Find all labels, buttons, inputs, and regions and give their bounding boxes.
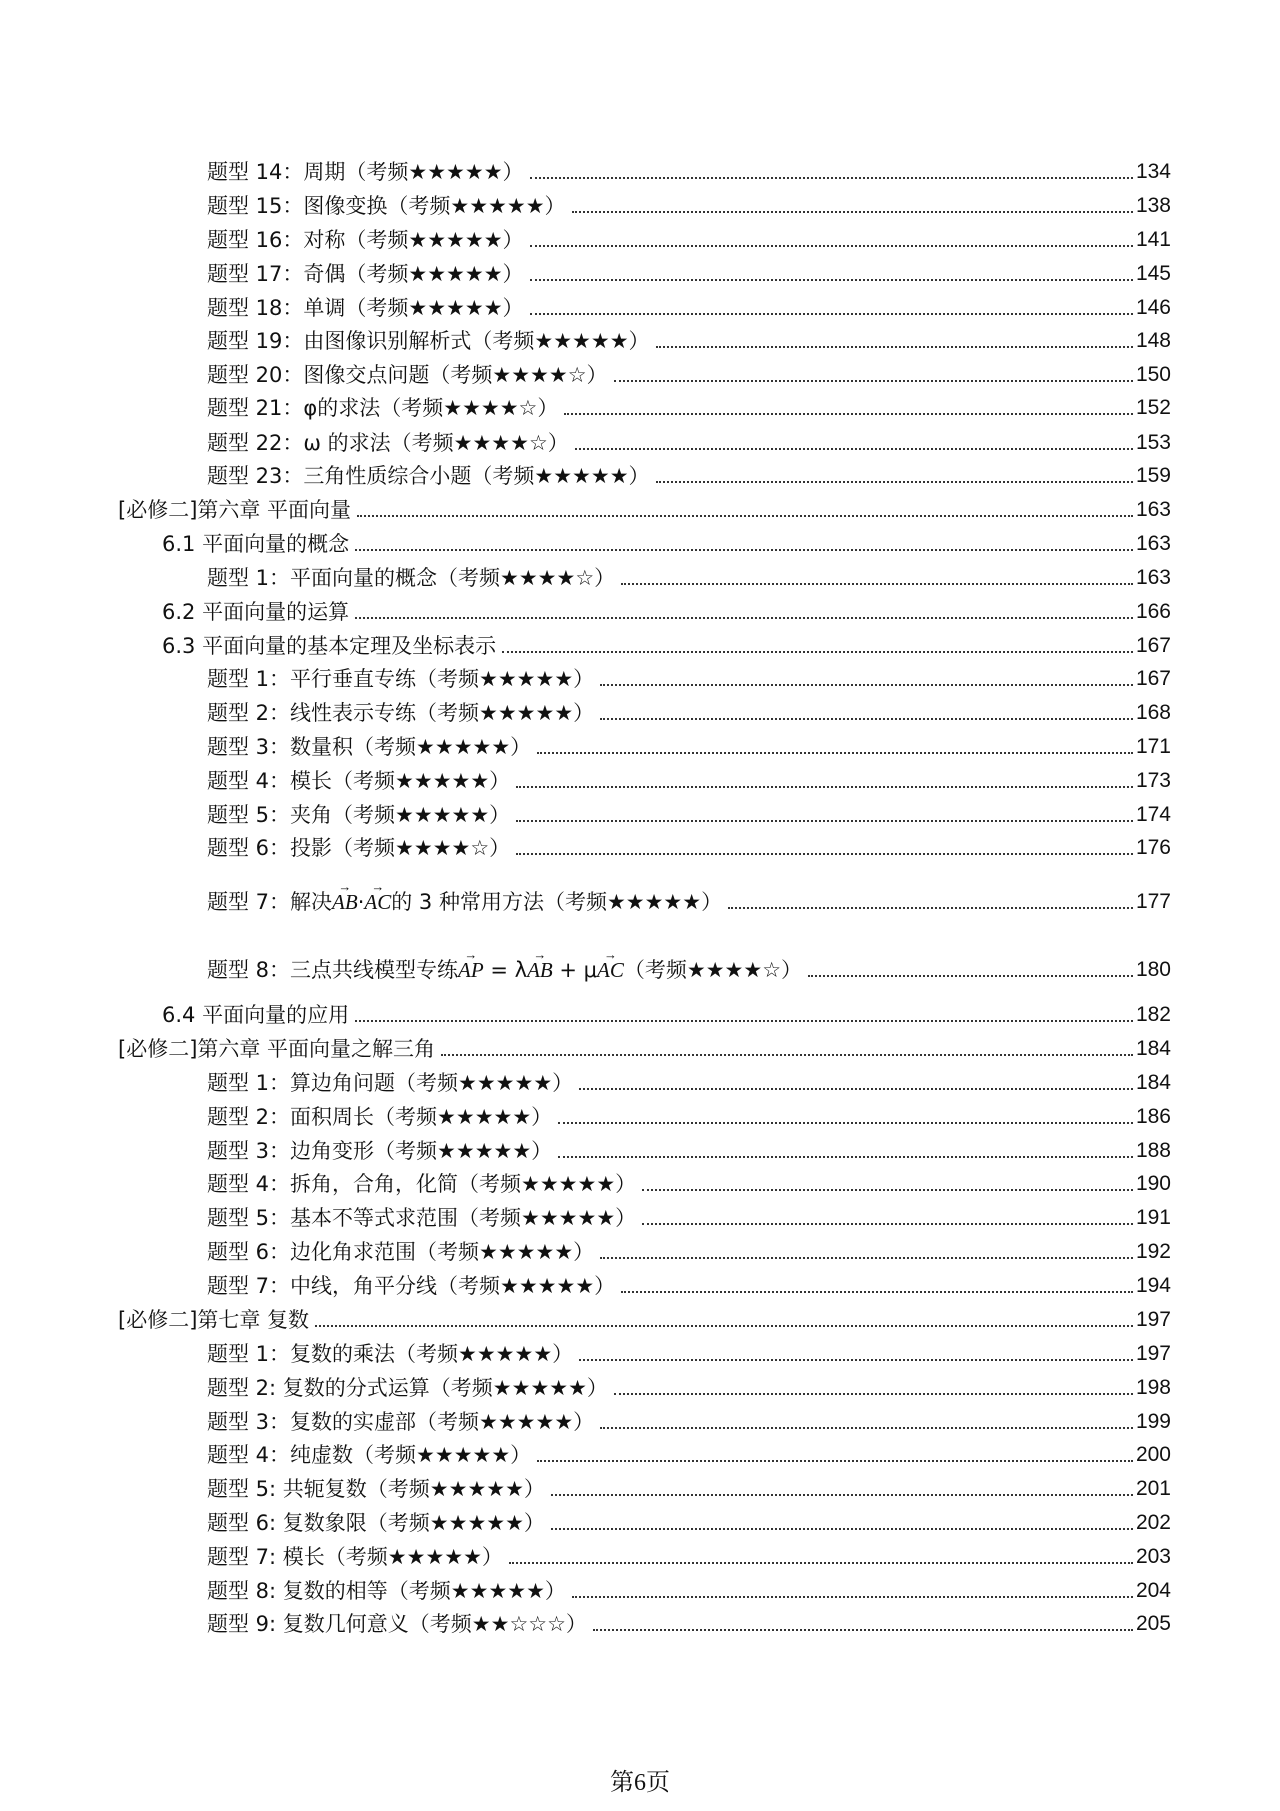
dot-leader (656, 481, 1133, 483)
toc-entry-title: 题型 5：夹角（考频★★★★★） (207, 803, 511, 827)
dot-leader (728, 907, 1133, 909)
toc-entry-title: 题型 2: 复数的分式运算（考频★★★★★） (207, 1376, 608, 1400)
toc-entry-title-part: 题型 8：三点共线模型专练 (207, 958, 459, 982)
toc-entry-title: 题型 21：φ的求法（考频★★★★☆） (207, 396, 559, 420)
toc-page-number: 166 (1135, 600, 1171, 623)
toc-entry[interactable] (207, 1136, 1171, 1166)
toc-page-number: 163 (1135, 566, 1171, 589)
toc-entry[interactable] (207, 1237, 1171, 1267)
dot-leader (572, 211, 1133, 213)
toc-page-number: 203 (1135, 1545, 1171, 1568)
toc-entry[interactable] (162, 1000, 1171, 1030)
dot-leader (355, 549, 1133, 551)
toc-page-number: 182 (1135, 1003, 1171, 1026)
toc-page-number: 177 (1135, 890, 1171, 913)
dot-leader (558, 1156, 1133, 1158)
toc-entry[interactable] (207, 1508, 1171, 1538)
toc-entry[interactable] (207, 1373, 1171, 1403)
toc-entry[interactable] (207, 360, 1171, 390)
toc-entry-title: 题型 6：投影（考频★★★★☆） (207, 836, 511, 860)
toc-page-number: 190 (1135, 1172, 1171, 1195)
dot-leader (355, 1020, 1133, 1022)
toc-entry-title-part: = λ (483, 958, 528, 982)
toc-entry[interactable] (207, 1271, 1171, 1301)
toc-entry-title: 题型 3：数量积（考频★★★★★） (207, 735, 532, 759)
dot-leader (516, 853, 1133, 855)
toc-entry-title-part: 题型 7：解决 (207, 890, 333, 914)
toc-entry[interactable] (207, 664, 1171, 694)
toc-page-number: 163 (1135, 498, 1171, 521)
toc-page-number: 204 (1135, 1579, 1171, 1602)
dot-leader (537, 752, 1133, 754)
toc-entry[interactable] (207, 766, 1171, 796)
toc-entry-title: 题型 1：平面向量的概念（考频★★★★☆） (207, 566, 616, 590)
toc-entry-title: 6.3 平面向量的基本定理及坐标表示 (162, 634, 497, 658)
toc-entry-title: 题型 1：算边角问题（考频★★★★★） (207, 1071, 574, 1095)
dot-leader (564, 413, 1133, 415)
toc-page-number: 145 (1135, 262, 1171, 285)
dot-leader (593, 1629, 1133, 1631)
dot-leader (572, 1596, 1133, 1598)
toc-entry-title: 题型 18：单调（考频★★★★★） (207, 296, 524, 320)
toc-entry[interactable] (207, 1440, 1171, 1470)
toc-entry[interactable] (207, 1576, 1171, 1606)
dot-leader (642, 1223, 1133, 1225)
toc-page-number: 174 (1135, 803, 1171, 826)
toc-entry-title (207, 955, 802, 985)
vector-symbol: → AB (332, 887, 358, 917)
toc-page-number: 184 (1135, 1071, 1171, 1094)
toc-entry-title: 题型 3：复数的实虚部（考频★★★★★） (207, 1410, 595, 1434)
toc-entry[interactable] (207, 1542, 1171, 1572)
toc-entry-title: 题型 22：ω 的求法（考频★★★★☆） (207, 431, 569, 455)
dot-leader (614, 380, 1133, 382)
dot-leader (315, 1325, 1133, 1327)
dot-leader (509, 1562, 1133, 1564)
toc-entry-title: 题型 1：平行垂直专练（考频★★★★★） (207, 667, 595, 691)
toc-entry-title: 题型 15：图像变换（考频★★★★★） (207, 194, 566, 218)
toc-entry-title: [必修二]第七章 复数 (118, 1308, 310, 1332)
toc-page-number: 153 (1135, 431, 1171, 454)
toc-page-number: 197 (1135, 1308, 1171, 1331)
toc-entry[interactable] (207, 1609, 1171, 1639)
toc-entry-title: 题型 2：线性表示专练（考频★★★★★） (207, 701, 595, 725)
toc-entry-title: 题型 7: 模长（考频★★★★★） (207, 1545, 503, 1569)
toc-entry[interactable] (207, 1203, 1171, 1233)
dot-leader (357, 515, 1133, 517)
toc-entry-title: 题型 7：中线，角平分线（考频★★★★★） (207, 1274, 616, 1298)
dot-leader (579, 1359, 1133, 1361)
toc-page-number: 194 (1135, 1274, 1171, 1297)
dot-leader (656, 346, 1133, 348)
toc-entry-title-part: 的 3 种常用方法（考频★★★★★） (391, 890, 723, 914)
toc-page-number: 146 (1135, 296, 1171, 319)
dot-leader (516, 820, 1133, 822)
toc-page-number: 167 (1135, 634, 1171, 657)
toc-entry[interactable] (207, 1407, 1171, 1437)
dot-leader (537, 1460, 1133, 1462)
toc-page-number: 205 (1135, 1612, 1171, 1635)
toc-page-number: 191 (1135, 1206, 1171, 1229)
toc-page-number: 198 (1135, 1376, 1171, 1399)
toc-page-number: 199 (1135, 1410, 1171, 1433)
dot-leader (600, 1257, 1133, 1259)
dot-leader (614, 1393, 1133, 1395)
toc-page-number: 186 (1135, 1105, 1171, 1128)
vector-symbol: → AB (527, 955, 553, 985)
dot-leader (579, 1088, 1133, 1090)
dot-leader (642, 1189, 1133, 1191)
toc-entry[interactable] (118, 495, 1171, 525)
toc-page-number: 180 (1135, 958, 1171, 981)
toc-entry-title-part: + μ (552, 958, 598, 982)
toc-entry[interactable] (207, 293, 1171, 323)
dot-leader (530, 177, 1133, 179)
toc-entry[interactable] (207, 393, 1171, 423)
toc-entry[interactable] (207, 955, 1171, 985)
toc-entry-title-part: · (357, 890, 365, 914)
toc-entry[interactable] (162, 597, 1171, 627)
toc-page-number: 163 (1135, 532, 1171, 555)
toc-entry-title: 题型 6: 复数象限（考频★★★★★） (207, 1511, 545, 1535)
toc-entry[interactable] (207, 157, 1171, 187)
toc-entry-title: 题型 1：复数的乘法（考频★★★★★） (207, 1342, 574, 1366)
toc-page-number: 141 (1135, 228, 1171, 251)
toc-entry[interactable] (118, 1305, 1171, 1335)
toc-page-number: 150 (1135, 363, 1171, 386)
dot-leader (808, 975, 1133, 977)
toc-page-number: 152 (1135, 396, 1171, 419)
dot-leader (530, 245, 1133, 247)
page-number-footer: 第6页 (610, 1770, 670, 1796)
toc-entry[interactable] (207, 326, 1171, 356)
toc-entry-title: 题型 17：奇偶（考频★★★★★） (207, 262, 524, 286)
toc-page-number: 176 (1135, 836, 1171, 859)
toc-entry-title: 题型 16：对称（考频★★★★★） (207, 228, 524, 252)
dot-leader (502, 651, 1133, 653)
toc-page-number: 134 (1135, 160, 1171, 183)
toc-entry-title: 题型 20：图像交点问题（考频★★★★☆） (207, 363, 608, 387)
dot-leader (551, 1528, 1133, 1530)
dot-leader (530, 279, 1133, 281)
vector-symbol: → AC (597, 955, 624, 985)
toc-entry-title: 题型 4：纯虚数（考频★★★★★） (207, 1443, 532, 1467)
toc-entry-title: 题型 4：拆角，合角，化简（考频★★★★★） (207, 1172, 637, 1196)
toc-page-number: 171 (1135, 735, 1171, 758)
toc-entry-title: 6.1 平面向量的概念 (162, 532, 350, 556)
dot-leader (551, 1494, 1133, 1496)
toc-page-number: 138 (1135, 194, 1171, 217)
toc-entry-title: 题型 6：边化角求范围（考频★★★★★） (207, 1240, 595, 1264)
toc-entry-title: [必修二]第六章 平面向量 (118, 498, 352, 522)
toc-entry-title: 题型 5：基本不等式求范围（考频★★★★★） (207, 1206, 637, 1230)
toc-entry-title: [必修二]第六章 平面向量之解三角 (118, 1037, 436, 1061)
toc-entry[interactable] (207, 259, 1171, 289)
vector-symbol: → AP (458, 955, 484, 985)
vector-symbol: → AC (364, 887, 391, 917)
dot-leader (600, 1427, 1133, 1429)
toc-page-number: 184 (1135, 1037, 1171, 1060)
toc-page-number: 188 (1135, 1139, 1171, 1162)
toc-entry[interactable] (207, 1068, 1171, 1098)
toc-entry[interactable] (162, 529, 1171, 559)
toc-entry[interactable] (207, 225, 1171, 255)
toc-entry-title: 6.4 平面向量的应用 (162, 1003, 350, 1027)
dot-leader (516, 786, 1133, 788)
toc-entry-title (207, 887, 722, 917)
toc-entry[interactable] (207, 887, 1171, 917)
toc-entry-title: 题型 19：由图像识别解析式（考频★★★★★） (207, 329, 650, 353)
toc-page-number: 159 (1135, 464, 1171, 487)
toc-entry-title: 6.2 平面向量的运算 (162, 600, 350, 624)
toc-entry[interactable] (207, 1169, 1171, 1199)
toc-entry[interactable] (207, 1474, 1171, 1504)
toc-entry-title: 题型 5: 共轭复数（考频★★★★★） (207, 1477, 545, 1501)
toc-entry-title-part: （考频★★★★☆） (623, 958, 803, 982)
toc-entry-title: 题型 2：面积周长（考频★★★★★） (207, 1105, 553, 1129)
dot-leader (441, 1054, 1133, 1056)
toc-page-number: 168 (1135, 701, 1171, 724)
dot-leader (355, 617, 1133, 619)
toc-entry-title: 题型 23：三角性质综合小题（考频★★★★★） (207, 464, 650, 488)
toc-entry[interactable] (207, 428, 1171, 458)
toc-entry[interactable] (162, 631, 1171, 661)
toc-entry-title: 题型 9: 复数几何意义（考频★★☆☆☆） (207, 1612, 587, 1636)
dot-leader (558, 1122, 1133, 1124)
toc-page-number: 197 (1135, 1342, 1171, 1365)
toc-entry-title: 题型 4：模长（考频★★★★★） (207, 769, 511, 793)
toc-page-number: 192 (1135, 1240, 1171, 1263)
dot-leader (621, 583, 1133, 585)
toc-entry[interactable] (207, 1339, 1171, 1369)
toc-page-number: 202 (1135, 1511, 1171, 1534)
toc-entry[interactable] (207, 1102, 1171, 1132)
toc-entry-title: 题型 3：边角变形（考频★★★★★） (207, 1139, 553, 1163)
toc-entry[interactable] (207, 732, 1171, 762)
dot-leader (621, 1291, 1133, 1293)
toc-entry[interactable] (207, 698, 1171, 728)
dot-leader (530, 313, 1133, 315)
toc-entry-title: 题型 8: 复数的相等（考频★★★★★） (207, 1579, 566, 1603)
toc-entry-title: 题型 14：周期（考频★★★★★） (207, 160, 524, 184)
toc-entry[interactable] (207, 833, 1171, 863)
dot-leader (575, 448, 1133, 450)
toc-entry[interactable] (207, 191, 1171, 221)
toc-entry[interactable] (118, 1034, 1171, 1064)
toc-page-number: 167 (1135, 667, 1171, 690)
toc-entry[interactable] (207, 563, 1171, 593)
dot-leader (600, 684, 1133, 686)
toc-page-number: 173 (1135, 769, 1171, 792)
dot-leader (600, 718, 1133, 720)
toc-entry[interactable] (207, 461, 1171, 491)
toc-page-number: 200 (1135, 1443, 1171, 1466)
toc-entry[interactable] (207, 800, 1171, 830)
toc-page-number: 201 (1135, 1477, 1171, 1500)
toc-page-number: 148 (1135, 329, 1171, 352)
